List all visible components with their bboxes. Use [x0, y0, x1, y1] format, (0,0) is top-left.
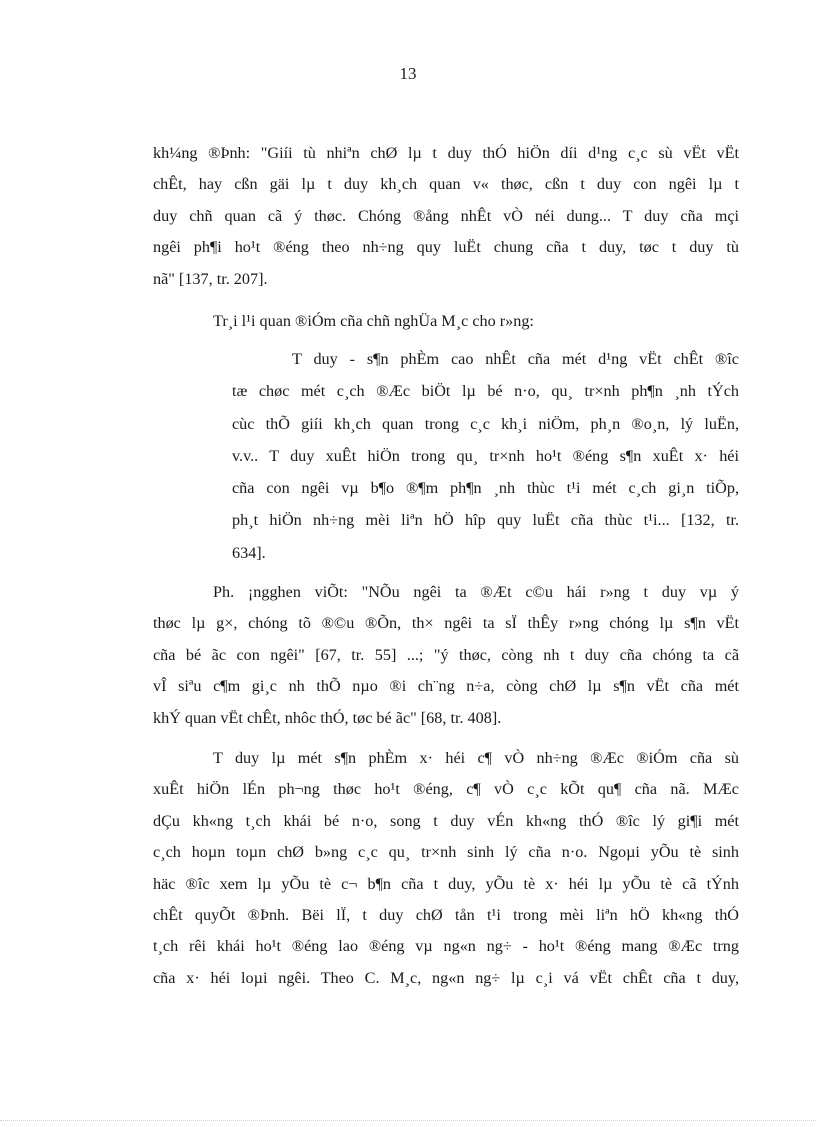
text-line: kh¼ng ®Þnh: "Giíi tù nhiªn chØ lµ t duy thÓ hiÖn díi d¹ng c¸c sù vËt vËt	[153, 144, 739, 162]
text-line: 634].	[232, 543, 266, 562]
text-line: duy chñ quan cã ý thøc. Chóng ®ång nhÊt vÒ néi dung... T duy cña mçi	[153, 206, 739, 225]
paragraph-2	[213, 306, 739, 337]
text-line: ph¸t hiÖn nh÷ng mèi liªn hÖ hîp quy luËt cña thùc t¹i... [132, tr.	[232, 511, 739, 530]
block-quote	[232, 343, 739, 569]
page-number: 13	[399, 64, 417, 83]
text-line: T duy - s¶n phÈm cao nhÊt cña mét d¹ng vËt chÊt ®îc	[292, 350, 739, 368]
text-line: Ph. ¡ngghen viÕt: "NÕu ngêi ta ®Æt c©u hái r»ng t duy vµ ý	[213, 583, 739, 601]
text-line: vÎ siªu c¶m gi¸c nh thÕ nµo ®i ch¨ng n÷a, còng chØ lµ s¶n vËt cña mét	[153, 677, 739, 696]
text-line: cùc thÕ giíi kh¸ch quan trong c¸c kh¸i niÖm, ph¸n ®o¸n, lý luËn,	[232, 414, 739, 433]
text-line: Tr¸i l¹i quan ®iÓm cña chñ nghÜa M¸c cho r»ng:	[213, 312, 534, 330]
text-line: xuÊt hiÖn lÉn ph¬ng thøc ho¹t ®éng, c¶ vÒ c¸c kÕt qu¶ cña nã. MÆc	[153, 780, 739, 799]
text-line: cña x· héi loµi ngêi. Theo C. M¸c, ng«n ng÷ lµ c¸i vá vËt chÊt cña t duy,	[153, 968, 739, 987]
text-line: chÊt, hay cßn gäi lµ t duy kh¸ch quan v« thøc, cßn t duy con ngêi lµ t	[153, 175, 739, 194]
text-line: chÊt quyÕt ®Þnh. Bëi lÏ, t duy chØ tån t¹i trong mèi liªn hÖ kh«ng thÓ	[153, 905, 739, 924]
paragraph-1	[153, 138, 739, 295]
text-line: t¸ch rêi khái ho¹t ®éng lao ®éng vµ ng«n ng÷ - ho¹t ®éng mang ®Æc trng	[153, 937, 739, 956]
paragraph-5	[153, 743, 739, 994]
paragraph-4	[153, 577, 739, 734]
text-line: cña con ngêi vµ b¶o ®¶m ph¶n ¸nh thùc t¹i mét c¸ch gi¸n tiÕp,	[232, 479, 739, 498]
text-line: tæ chøc mét c¸ch ®Æc biÖt lµ bé n·o, qu¸ tr×nh ph¶n ¸nh tÝch	[232, 382, 739, 401]
text-line: c¸ch hoµn toµn chØ b»ng c¸c qu¸ tr×nh sinh lý cña n·o. Ngoµi yÕu tè sinh	[153, 843, 739, 862]
text-line: ngêi ph¶i ho¹t ®éng theo nh÷ng quy luËt chung cña t duy, tøc t duy tù	[153, 238, 739, 257]
text-line: khÝ quan vËt chÊt, nhôc thÓ, tøc bé ãc" [68, tr. 408].	[153, 708, 502, 727]
page-bottom-divider	[0, 1120, 816, 1121]
text-line: thøc lµ g×, chóng tõ ®©u ®Õn, th× ngêi ta sÏ thÊy r»ng chóng lµ s¶n vËt	[153, 614, 739, 633]
text-line: dÇu kh«ng t¸ch khái bé n·o, song t duy vÉn kh«ng thÓ ®îc lý gi¶i mét	[153, 811, 739, 830]
text-line: T duy lµ mét s¶n phÈm x· héi c¶ vÒ nh÷ng ®Æc ®iÓm cña sù	[213, 749, 739, 767]
text-line: v.v.. T duy xuÊt hiÖn trong qu¸ tr×nh ho¹t ®éng s¶n xuÊt x· héi	[232, 446, 739, 465]
text-line: häc ®îc xem lµ yÕu tè c¬ b¶n cña t duy, yÕu tè x· héi lµ yÕu tè cã tÝnh	[153, 874, 739, 893]
text-line: nã" [137, tr. 207].	[153, 269, 268, 288]
text-line: cña bé ãc con ngêi" [67, tr. 55] ...; "ý thøc, còng nh t duy cña chóng ta cã	[153, 645, 739, 664]
